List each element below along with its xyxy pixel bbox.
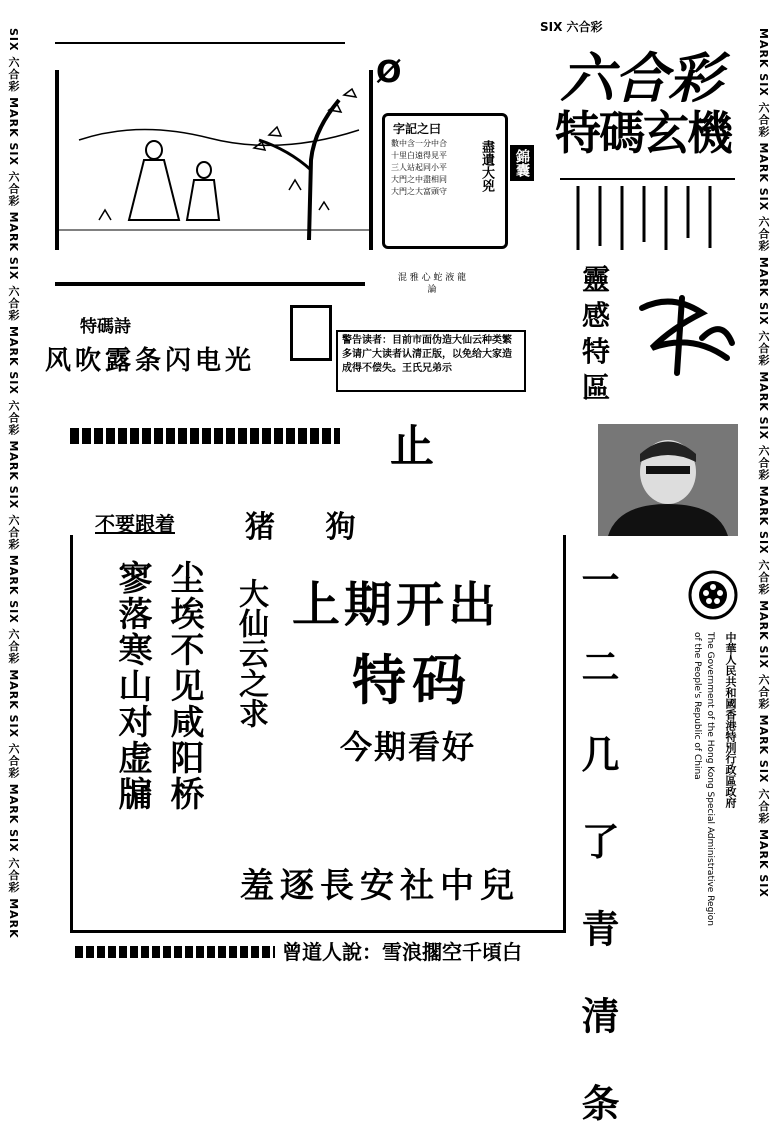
lottery-title: 六合彩 (560, 46, 722, 110)
scroll-block (372, 55, 532, 265)
poem-text: 风吹露条闪电光 (45, 346, 256, 376)
verse-column-1: 寥落寒山对虚牖 (112, 560, 152, 812)
big-stop-char: 止 (390, 421, 434, 472)
main-bottom-line: 羞逐長安社中兒 (240, 866, 520, 906)
special-char: 特 (581, 335, 610, 368)
portrait-graphic (598, 424, 738, 536)
illustration-frame (55, 70, 373, 250)
scribble-line (70, 428, 340, 444)
portrait-thumbnail (290, 305, 332, 361)
special-char: 靈 (581, 263, 610, 296)
warning-box: 警告读者：目前市面伪造大仙云种类繁多请广大读者认清正版，以免给大家造成得不偿失。王氏兄弟示 (336, 330, 526, 392)
main-line-1: 上期开出 (292, 577, 501, 633)
small-text-columns (560, 178, 735, 260)
scroll-ribbon: 盡遺大兇 (479, 140, 494, 192)
verse-column-2: 尘埃不见咸阳桥 (164, 560, 204, 812)
calligraphy-scribble (632, 288, 742, 378)
text-columns-graphic (560, 180, 735, 260)
scholar-illustration (59, 70, 369, 250)
special-char: 感 (581, 299, 610, 332)
left-margin-watermark (2, 28, 24, 1008)
top-small-text: SIX 六合彩 (540, 20, 603, 34)
verse-side: 大仙云之求 (233, 578, 268, 728)
hk-emblem-icon (688, 570, 738, 620)
scroll-line: 數中含一分中合 (391, 139, 447, 148)
margin-text: SIX 六合彩 MARK SIX 六合彩 MARK SIX 六合彩 MARK SIX 六合彩 MARK SIX 六合彩 MARK SIX 六合彩 MARK SIX 六合彩 MARK SIX 六合彩 MARK (7, 28, 20, 939)
main-line-3: 今期看好 (340, 728, 477, 766)
scroll-side-label: 錦囊 (510, 145, 534, 181)
margin-text: MARK SIX 六合彩 MARK SIX 六合彩 MARK SIX 六合彩 MARK SIX 六合彩 MARK SIX 六合彩 MARK SIX 六合彩 MARK SIX 六合彩 MARK SIX (757, 28, 770, 898)
scroll-line: 三人站起同小平 (391, 163, 447, 172)
poem-label: 特碼詩 (80, 317, 131, 337)
animals-text: 猪 狗 (245, 510, 376, 545)
footer-scribble (75, 946, 275, 958)
footer-caption: 曾道人說：雪浪擱空千頃白 (282, 940, 522, 964)
brand-mark: Ø (376, 55, 402, 90)
top-rule (55, 42, 345, 44)
scroll-lines (391, 138, 471, 198)
main-line-2: 特码 (352, 648, 472, 712)
scroll-line: 十里白遠得見平 (391, 151, 447, 160)
small-seal: 混 雅 心 蛇 液 龍 論 (397, 273, 467, 295)
lottery-subtitle: 特碼玄機 (555, 106, 731, 160)
scroll-sheet (382, 113, 508, 249)
special-char: 區 (581, 371, 610, 404)
portrait-photo (598, 424, 738, 536)
scroll-line: 大門之大富頭守 (391, 187, 447, 196)
special-area-label (576, 262, 616, 406)
right-handwriting-column: 一 二 几 了 青 清 条 (575, 560, 620, 1139)
right-margin-watermark (752, 28, 774, 1008)
gov-english-2: of the People's Republic of China (692, 632, 702, 780)
illustration-bottom-rule (55, 282, 365, 286)
scroll-title: 字記之曰 (393, 122, 442, 136)
notice-label: 不要跟着 (95, 512, 175, 536)
gov-english-1: The Government of the Hong Kong Special Administrative Region (705, 632, 715, 927)
scroll-line: 大門之中盡相同 (391, 175, 447, 184)
gov-chinese: 中華人民共和國香港特別行政區政府 (724, 632, 737, 808)
